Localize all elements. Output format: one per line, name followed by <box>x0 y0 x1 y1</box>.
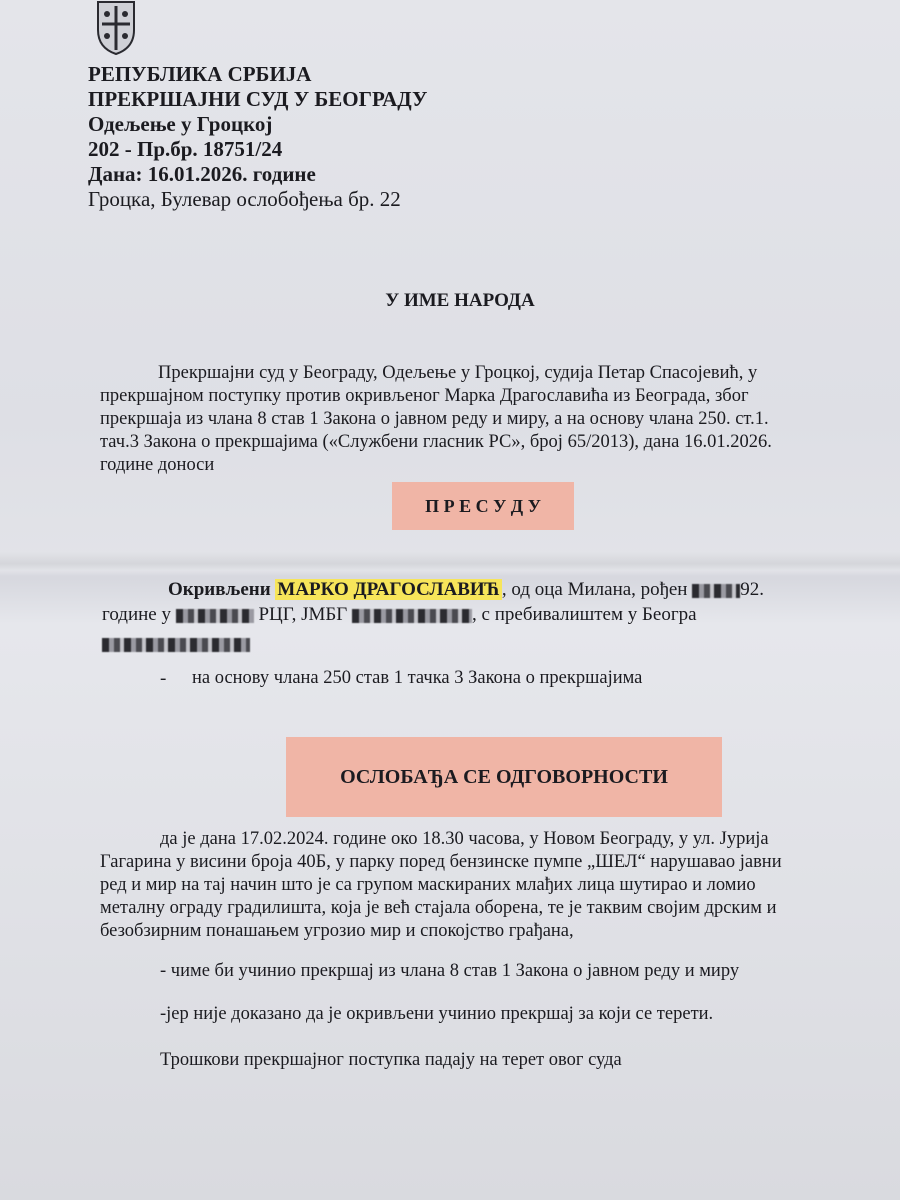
paper-fold <box>0 552 900 578</box>
header-date: Дана: 16.01.2026. године <box>88 162 316 186</box>
intro-line: прекршајном поступку против окривљеног Марка Драгославића из Београда, због <box>100 386 749 406</box>
defendant-birth-text: године у <box>102 604 171 625</box>
header-address: Гроцка, Булевар ослобођења бр. 22 <box>88 187 401 211</box>
redacted-birthplace <box>176 609 254 623</box>
defendant-line-2 <box>102 603 882 626</box>
redacted-address <box>102 638 250 652</box>
clause-not-proven: -јер није доказано да је окривљени учинио прекршај за који се терети. <box>160 1004 714 1024</box>
acquittal-title: ОСЛОБАЂА СЕ ОДГОВОРНОСТИ <box>286 737 722 817</box>
legal-basis: на основу члана 250 став 1 тачка 3 Закона о прекршајима <box>192 668 643 688</box>
facts-line: Гагарина у висини броја 40Б, у парку поред бензинске пумпе „ШЕЛ“ нарушавао јавни <box>100 852 782 872</box>
facts-line: да је дана 17.02.2024. године око 18.30 часова, у Новом Београду, у ул. Јурија <box>160 829 769 849</box>
intro-line: прекршаја из члана 8 став 1 Закона о јавном реду и миру, а на основу члана 250. ст.1. <box>100 409 769 429</box>
facts-line: безобзирним понашањем угрозио мир и спокојство грађана, <box>100 921 574 941</box>
header-republic: РЕПУБЛИКА СРБИЈА <box>88 62 312 86</box>
in-name-heading: У ИМЕ НАРОДА <box>385 290 535 311</box>
intro-line: године доноси <box>100 455 215 475</box>
defendant-id-text: РЦГ, ЈМБГ <box>258 604 348 625</box>
redacted-birthdate <box>692 584 740 598</box>
facts-line: металну ограду градилишта, која је већ стајала оборена, те је таквим својим дрским и <box>100 898 777 918</box>
defendant-birth-year: 92. <box>740 579 764 600</box>
redacted-jmbg <box>352 609 472 623</box>
defendant-line-1 <box>168 578 868 601</box>
defendant-line-3 <box>102 636 250 654</box>
header-case-number: 202 - Пр.бр. 18751/24 <box>88 137 283 161</box>
intro-line: Прекршајни суд у Београду, Одељење у Гроцкој, судија Петар Спасојевић, у <box>158 363 758 383</box>
header-department: Одељење у Гроцкој <box>88 112 273 136</box>
basis-dash: - <box>160 668 167 689</box>
court-header <box>88 62 427 212</box>
defendant-father-born: , од оца Милана, рођен <box>501 579 688 600</box>
intro-line: тач.3 Закона о прекршајима («Службени гласник РС», број 65/2013), дана 16.01.2026. <box>100 432 772 452</box>
clause-offense: - чиме би учинио прекршај из члана 8 став 1 Закона о јавном реду и миру <box>160 961 740 981</box>
verdict-title: П Р Е С У Д У <box>392 482 574 530</box>
costs-statement: Трошкови прекршајног поступка падају на терет овог суда <box>160 1050 622 1070</box>
defendant-prefix: Окривљени <box>168 579 271 600</box>
header-court: ПРЕКРШАЈНИ СУД У БЕОГРАДУ <box>88 87 428 111</box>
facts-line: ред и мир на тај начин што је са групом маскираних млађих лица шутирао и ломио <box>100 875 756 895</box>
defendant-name: МАРКО ДРАГОСЛАВИЋ <box>277 579 500 600</box>
coat-of-arms-icon <box>92 0 140 56</box>
defendant-residence-text: , с пребивалиштем у Београ <box>472 604 697 625</box>
